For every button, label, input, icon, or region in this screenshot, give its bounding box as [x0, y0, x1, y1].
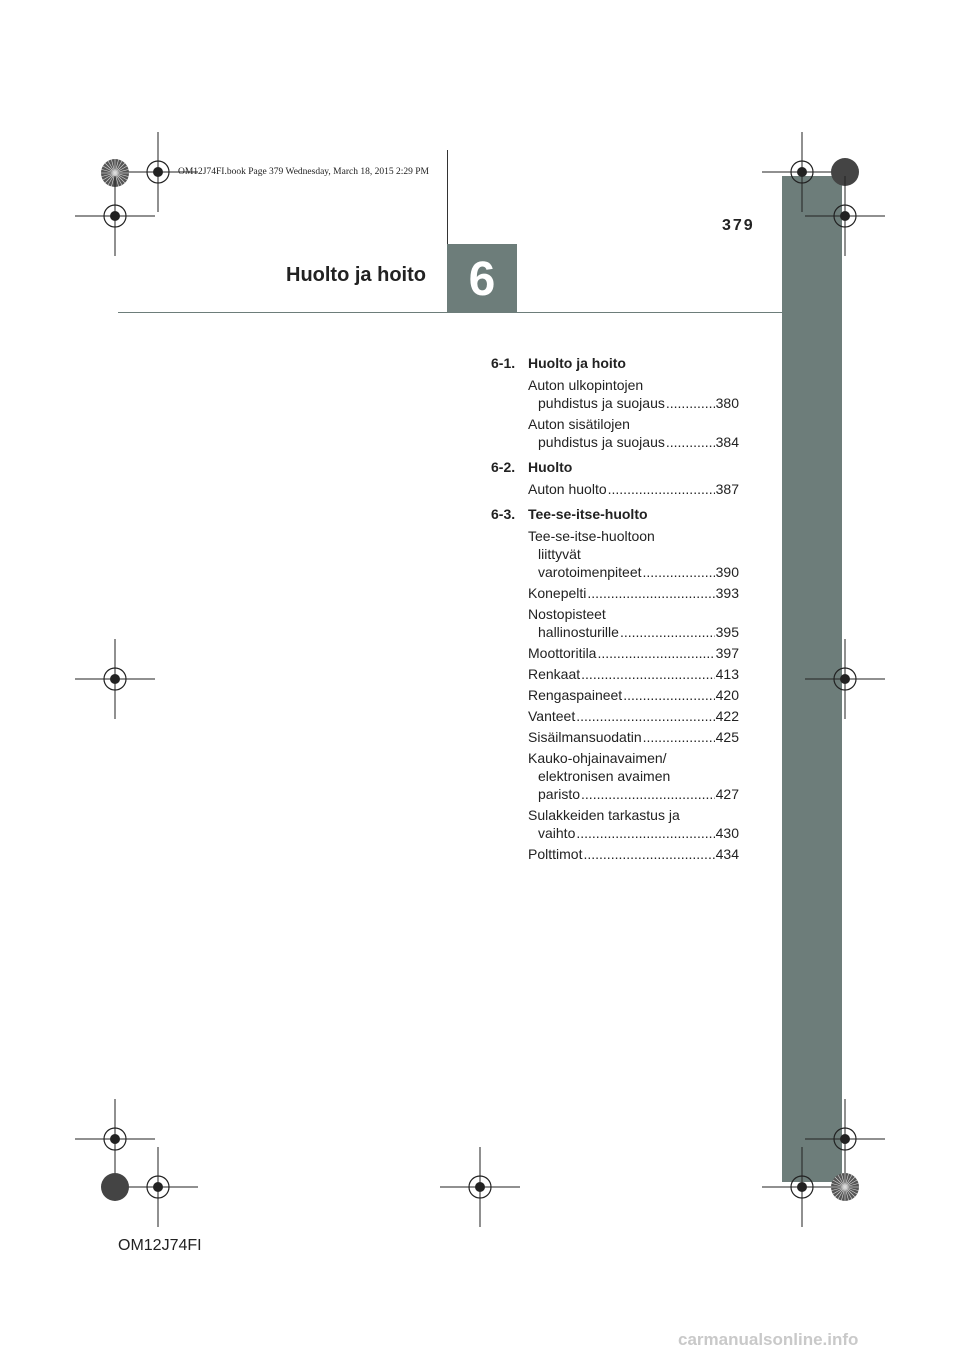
dot-leader — [608, 480, 715, 498]
toc-entry-label: paristo — [538, 786, 581, 802]
toc-entry[interactable] — [528, 605, 739, 641]
toc-page-number: 425 — [715, 729, 739, 745]
section-title: Tee-se-itse-huolto — [528, 506, 648, 522]
toc-entry-leader-line — [528, 563, 739, 581]
dot-leader — [643, 563, 715, 581]
toc-page-number: 397 — [715, 645, 739, 661]
toc-entry-line: elektronisen avaimen — [538, 768, 671, 784]
registration-crosshair-icon — [75, 639, 155, 719]
toc-page-number: 434 — [715, 846, 739, 862]
sunburst-target-icon — [101, 159, 129, 187]
toc-entry-line: Kauko-ohjainavaimen/ — [528, 750, 667, 766]
footer-code: OM12J74FI — [118, 1237, 202, 1254]
toc-entry-line: Tee-se-itse-huoltoon — [528, 528, 655, 544]
toc-page-number: 413 — [715, 666, 739, 682]
registration-crosshair-icon — [75, 176, 155, 256]
dot-leader — [620, 623, 715, 641]
toc-entry-leader-line — [528, 845, 739, 863]
toc-page-number: 395 — [715, 624, 739, 640]
section-number: 6-2. — [491, 459, 516, 475]
toc-entry[interactable] — [528, 845, 739, 863]
toc-entry-leader-line — [528, 644, 739, 662]
toc-entry-label: Moottoritila — [528, 645, 597, 661]
toc-page-number: 420 — [715, 687, 739, 703]
toc-entry[interactable] — [528, 480, 739, 498]
toc-entry-leader-line — [528, 623, 739, 641]
toc-entry-leader-line — [528, 785, 739, 803]
toc-entry-line: Sulakkeiden tarkastus ja — [528, 807, 680, 823]
toc-entry-line: liittyvät — [538, 546, 581, 562]
crop-line — [447, 150, 448, 244]
toc-entry[interactable] — [528, 707, 739, 725]
chapter-title: Huolto ja hoito — [286, 264, 426, 286]
dot-leader — [576, 824, 714, 842]
dot-leader — [666, 394, 715, 412]
toc-page-number: 393 — [715, 585, 739, 601]
toc-entry-leader-line — [528, 686, 739, 704]
toc-entry-label: Konepelti — [528, 585, 587, 601]
section-title: Huolto — [528, 459, 573, 475]
toc-entry-leader-line — [528, 824, 739, 842]
toc-section-heading — [491, 354, 739, 373]
toc-page-number: 427 — [715, 786, 739, 802]
toc-entry-label: Renkaat — [528, 666, 581, 682]
toc-entry-leader-line — [528, 728, 739, 746]
toc-entry[interactable] — [528, 665, 739, 683]
toc-entry[interactable] — [528, 376, 739, 412]
toc-entry-leader-line — [528, 707, 739, 725]
toc-entry-label: Sisäilmansuodatin — [528, 729, 642, 745]
toc-entry-label: hallinosturille — [538, 624, 619, 640]
toc-entry-leader-line — [528, 584, 739, 602]
toc-entry[interactable] — [528, 728, 739, 746]
section-number: 6-1. — [491, 355, 516, 371]
toc-entry-label: puhdistus ja suojaus — [538, 395, 665, 411]
toc-entry[interactable] — [528, 584, 739, 602]
toc-page-number: 380 — [715, 395, 739, 411]
registration-crosshair-icon — [75, 1099, 155, 1179]
toc-page-number: 384 — [715, 434, 739, 450]
chapter-number-box: 6 — [447, 244, 517, 312]
toc-page-number: 422 — [715, 708, 739, 724]
toc-entry[interactable] — [528, 806, 739, 842]
toc-entry-leader-line — [528, 433, 739, 451]
dot-leader — [597, 644, 714, 662]
registration-crosshair-icon — [440, 1147, 520, 1227]
dot-leader — [581, 785, 715, 803]
registration-crosshair-icon — [118, 1147, 198, 1227]
toc-entry-leader-line — [528, 394, 739, 412]
toc-entry-line: Auton sisätilojen — [528, 416, 630, 432]
toc-entry-line: Auton ulkopintojen — [528, 377, 644, 393]
toc-page-number: 390 — [715, 564, 739, 580]
watermark: carmanualsonline.info — [678, 1330, 859, 1349]
toc-entry-leader-line — [528, 665, 739, 683]
table-of-contents — [491, 354, 739, 863]
toc-section-heading — [491, 505, 739, 524]
toc-entry[interactable] — [528, 686, 739, 704]
toc-page-number: 387 — [715, 481, 739, 497]
chapter-sidebar-tab — [782, 176, 842, 1182]
toc-page-number: 430 — [715, 825, 739, 841]
toc-entry-label: Auton huolto — [528, 481, 607, 497]
toc-entry-label: puhdistus ja suojaus — [538, 434, 665, 450]
dot-leader — [587, 584, 714, 602]
toc-entry-label: Polttimot — [528, 846, 583, 862]
toc-entry-leader-line — [528, 480, 739, 498]
dot-leader — [623, 686, 714, 704]
toc-entry-label: varotoimenpiteet — [538, 564, 642, 580]
dot-leader — [583, 845, 714, 863]
toc-entry[interactable] — [528, 749, 739, 803]
section-number: 6-3. — [491, 506, 516, 522]
toc-entry[interactable] — [528, 644, 739, 662]
toc-entry[interactable] — [528, 415, 739, 451]
toc-entry-label: vaihto — [538, 825, 576, 841]
dot-leader — [666, 433, 715, 451]
section-title: Huolto ja hoito — [528, 355, 626, 371]
toc-entry-label: Vanteet — [528, 708, 576, 724]
toc-entry-line: Nostopisteet — [528, 606, 606, 622]
dot-leader — [643, 728, 715, 746]
toc-entry[interactable] — [528, 527, 739, 581]
solid-dot-target-icon — [101, 1173, 129, 1201]
dot-leader — [581, 665, 714, 683]
toc-entry-label: Rengaspaineet — [528, 687, 623, 703]
dot-leader — [576, 707, 714, 725]
header-rule — [118, 312, 782, 313]
book-info-slug: OM12J74FI.book Page 379 Wednesday, March 18, 2015 2:29 PM — [178, 167, 429, 177]
page-number: 379 — [722, 217, 755, 234]
toc-section-heading — [491, 458, 739, 477]
